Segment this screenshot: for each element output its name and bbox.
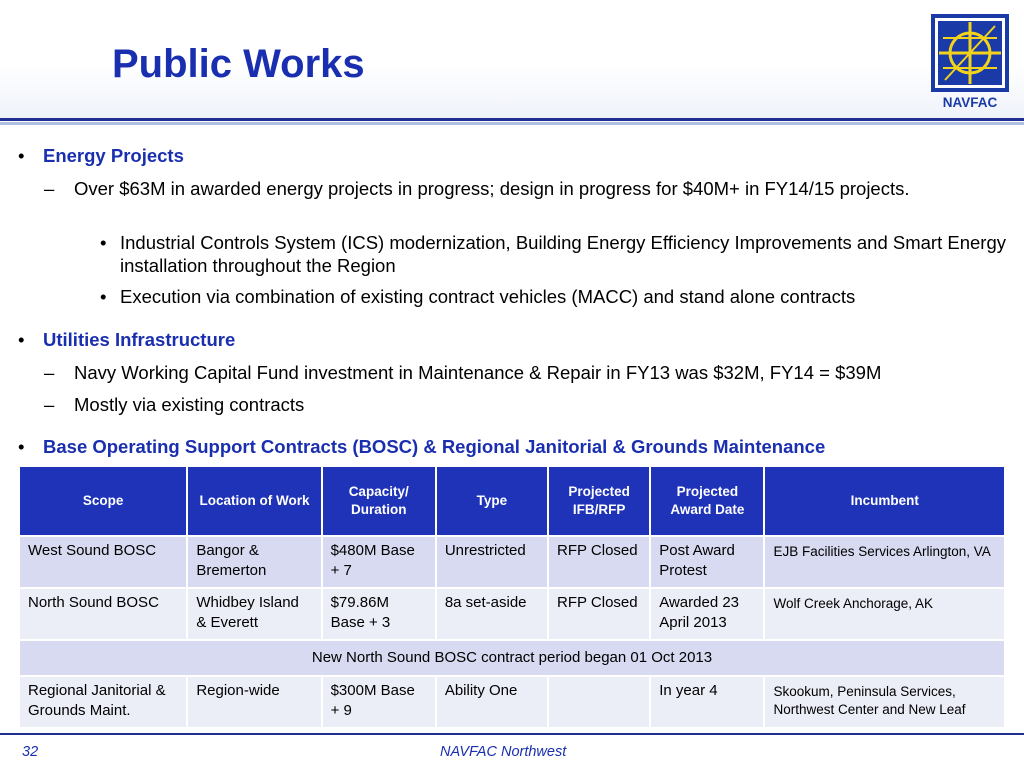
section-heading: Utilities Infrastructure bbox=[43, 329, 236, 350]
cell-type: Unrestricted bbox=[437, 537, 547, 587]
section-heading: Base Operating Support Contracts (BOSC) & Regional Janitorial & Grounds Maintenance bbox=[43, 436, 826, 457]
cell-incumbent: EJB Facilities Services Arlington, VA bbox=[765, 537, 1004, 587]
cell-incumbent: Skookum, Peninsula Services, Northwest Center and New Leaf bbox=[765, 677, 1004, 727]
sub-bullet-text: Mostly via existing contracts bbox=[74, 394, 305, 415]
section-heading: Energy Projects bbox=[43, 145, 184, 166]
cell-scope: Regional Janitorial & Grounds Maint. bbox=[20, 677, 186, 727]
sub-sub-bullet-text: Industrial Controls System (ICS) modernization, Building Energy Efficiency Improvements and Smart Energy installation throughout the Region bbox=[120, 232, 1006, 276]
table-row bbox=[20, 589, 1004, 639]
cell-ifb bbox=[549, 677, 649, 727]
navfac-logo bbox=[931, 14, 1009, 110]
table-row bbox=[20, 537, 1004, 587]
header-divider-light bbox=[0, 122, 1024, 125]
sub-bullet-text: Over $63M in awarded energy projects in progress; design in progress for $40M+ in FY14/15 projects. bbox=[74, 178, 910, 199]
header-divider bbox=[0, 118, 1024, 121]
logo-text: NAVFAC bbox=[942, 95, 998, 110]
column-header: Location of Work bbox=[188, 467, 320, 535]
table-note-row bbox=[20, 641, 1004, 675]
bullet-icon: • bbox=[18, 145, 25, 166]
footer-organization: NAVFAC Northwest bbox=[440, 744, 567, 760]
footer-divider bbox=[0, 733, 1024, 735]
column-header: Incumbent bbox=[765, 467, 1004, 535]
cell-ifb: RFP Closed bbox=[549, 537, 649, 587]
cell-location: Bangor & Bremerton bbox=[188, 537, 320, 587]
column-header: Projected Award Date bbox=[651, 467, 763, 535]
cell-incumbent: Wolf Creek Anchorage, AK bbox=[765, 589, 1004, 639]
column-header: Type bbox=[437, 467, 547, 535]
sub-bullet-text: Navy Working Capital Fund investment in Maintenance & Repair in FY13 was $32M, FY14 = $39M bbox=[74, 362, 882, 383]
column-header: Capacity/ Duration bbox=[323, 467, 435, 535]
bullet-icon: • bbox=[18, 436, 25, 457]
contracts-table bbox=[18, 465, 1006, 729]
cell-type: 8a set-aside bbox=[437, 589, 547, 639]
cell-award: Post Award Protest bbox=[651, 537, 763, 587]
page-title: Public Works bbox=[112, 42, 365, 86]
cell-capacity: $79.86M Base + 3 bbox=[323, 589, 435, 639]
table-row bbox=[20, 677, 1004, 727]
column-header: Scope bbox=[20, 467, 186, 535]
cell-location: Region-wide bbox=[188, 677, 320, 727]
cell-scope: West Sound BOSC bbox=[20, 537, 186, 587]
cell-award: Awarded 23 April 2013 bbox=[651, 589, 763, 639]
table-header-row bbox=[20, 467, 1004, 535]
table-note: New North Sound BOSC contract period began 01 Oct 2013 bbox=[20, 641, 1004, 675]
cell-capacity: $480M Base + 7 bbox=[323, 537, 435, 587]
cell-capacity: $300M Base + 9 bbox=[323, 677, 435, 727]
cell-location: Whidbey Island & Everett bbox=[188, 589, 320, 639]
bullet-icon: • bbox=[18, 329, 25, 350]
page-number: 32 bbox=[22, 744, 39, 760]
cell-ifb: RFP Closed bbox=[549, 589, 649, 639]
column-header: Projected IFB/RFP bbox=[549, 467, 649, 535]
sub-sub-bullet-text: Execution via combination of existing contract vehicles (MACC) and stand alone contracts bbox=[120, 286, 856, 307]
cell-type: Ability One bbox=[437, 677, 547, 727]
cell-scope: North Sound BOSC bbox=[20, 589, 186, 639]
cell-award: In year 4 bbox=[651, 677, 763, 727]
